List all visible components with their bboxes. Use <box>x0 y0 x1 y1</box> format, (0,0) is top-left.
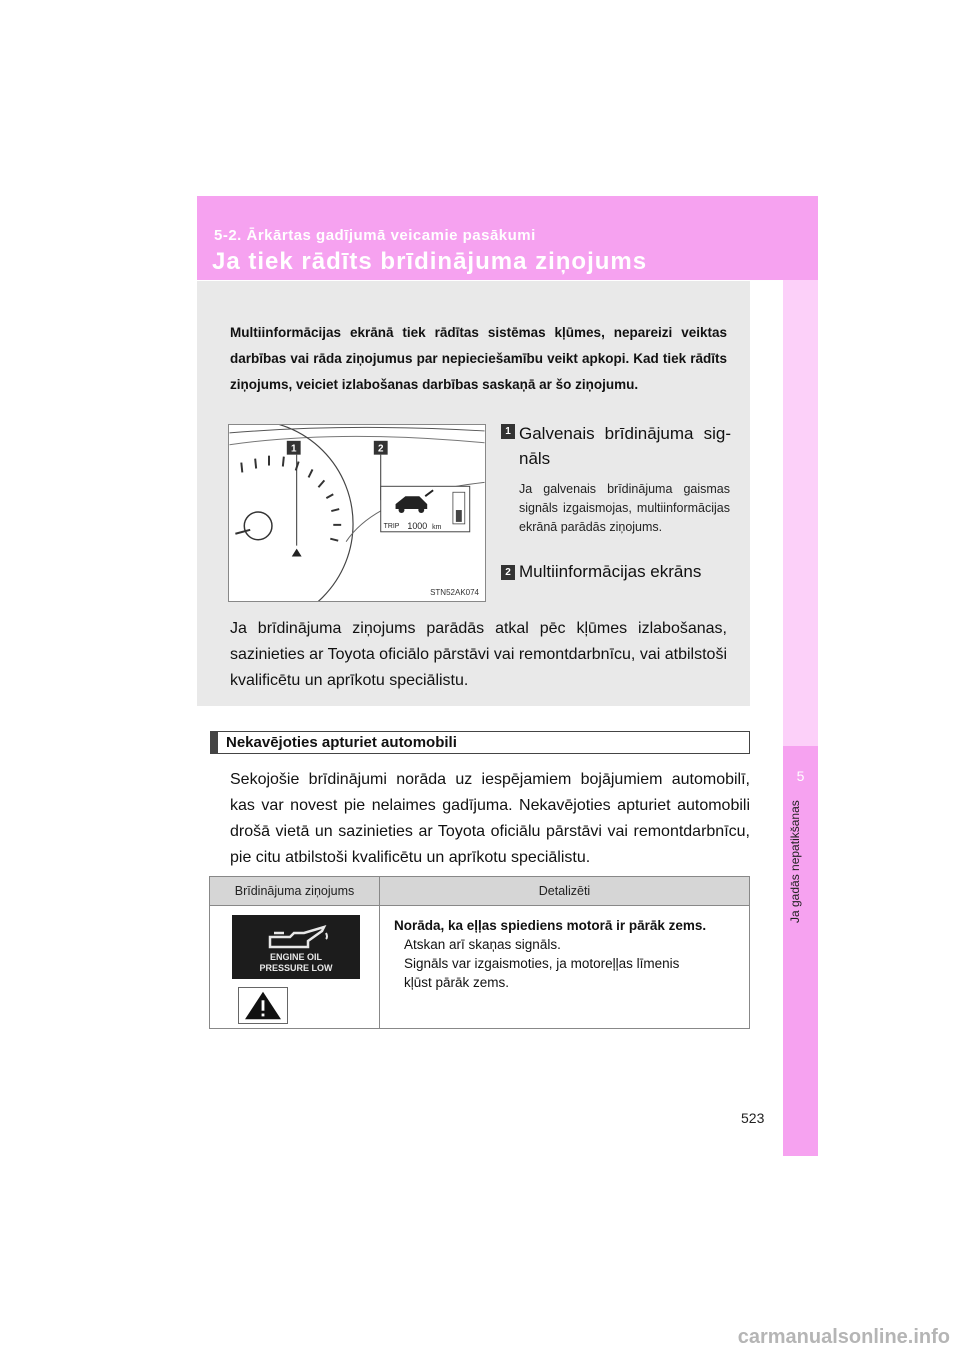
side-tab-upper <box>783 280 818 746</box>
chapter-number: 5 <box>796 768 805 784</box>
instrument-cluster-illustration <box>228 424 486 602</box>
warning-table <box>209 876 750 1029</box>
page-title: Ja tiek rādīts brīdinājuma ziņojums <box>212 248 648 275</box>
table-row <box>210 906 750 1029</box>
section-paragraph: Sekojošie brīdinājumi norāda uz iespējamiem bojājumiem automobilī, kas var novest pie nelaimes gadījuma. Nekavējoties apturiet automobili drošā vietā un sazinieties ar Toyota oficiālu pārstāvi vai remontdarbnīcu, pie citu atbilstoši kvalificētu un aprīkotu speciālistu. <box>230 771 750 866</box>
caution-icon <box>238 987 288 1024</box>
odometer-value: 1000 <box>407 520 428 531</box>
display-line-2: PRESSURE LOW <box>259 963 333 973</box>
intro-text: Multiinformācijas ekrānā tiek rādītas sistēmas kļūmes, nepareizi veiktas darbības vai rāda ziņojumus par nepieciešamību veikt apkopi. Kad tiek rādīts ziņojums, veiciet izlabošanas darbības saskaņā ar šo ziņojumu. <box>230 325 727 392</box>
callout-badge-2: 2 <box>501 565 515 580</box>
oil-pressure-warning-display <box>232 915 360 979</box>
figure-code: STN52AK074 <box>430 588 479 597</box>
watermark: carmanualsonline.info <box>737 1326 950 1348</box>
section-label: 5-2. Ārkārtas gadījumā veicamie pasākumi <box>214 227 536 244</box>
oil-can-icon <box>232 915 360 979</box>
page-number: 523 <box>741 1110 765 1126</box>
info-box-note: Ja brīdinājuma ziņojums parādās atkal pēc kļūmes izlabošanas, sazinieties ar Toyota oficiālo pārstāvi vai remontdarbnīcu, vai atbilstoši kvalificētu un aprīkotu speciālistu. <box>230 620 727 689</box>
table-header-row <box>210 877 750 906</box>
callout-2-title: Multiinformācijas ekrāns <box>519 562 702 581</box>
display-line-1: ENGINE OIL <box>269 952 323 962</box>
table-cell-message <box>210 906 380 1029</box>
trip-label: TRIP <box>383 522 400 530</box>
table-header-message: Brīdinājuma ziņojums <box>210 877 380 906</box>
callout-badge-1: 1 <box>501 424 515 439</box>
callout-1-body: Ja galvenais brīdinājuma gaismas signāls izgaismojas, multiinformācijas ekrānā parādās ziņojums. <box>519 482 730 534</box>
section-heading-marker <box>211 732 218 753</box>
callout-1-title: Galvenais brīdinājuma signāls <box>519 424 731 468</box>
section-heading-box <box>210 731 750 754</box>
detail-line: kļūst pārāk zems. <box>404 975 510 990</box>
instrument-cluster-drawing <box>229 425 485 601</box>
section-heading: Nekavējoties apturiet automobili <box>226 734 457 751</box>
figure-badge-1: 1 <box>290 443 297 455</box>
odometer-unit: km <box>432 523 442 531</box>
figure-badge-2: 2 <box>377 443 384 455</box>
table-header-detail: Detalizēti <box>380 877 750 906</box>
detail-title: Norāda, ka eļļas spiediens motorā ir pārāk zems. <box>394 918 707 933</box>
table-cell-detail <box>380 906 750 1029</box>
detail-line: Atskan arī skaņas signāls. <box>404 937 561 952</box>
chapter-title: Ja gadās nepatikšanas <box>788 800 802 923</box>
detail-line: Signāls var izgaismoties, ja motoreļļas līmenis <box>404 956 680 971</box>
